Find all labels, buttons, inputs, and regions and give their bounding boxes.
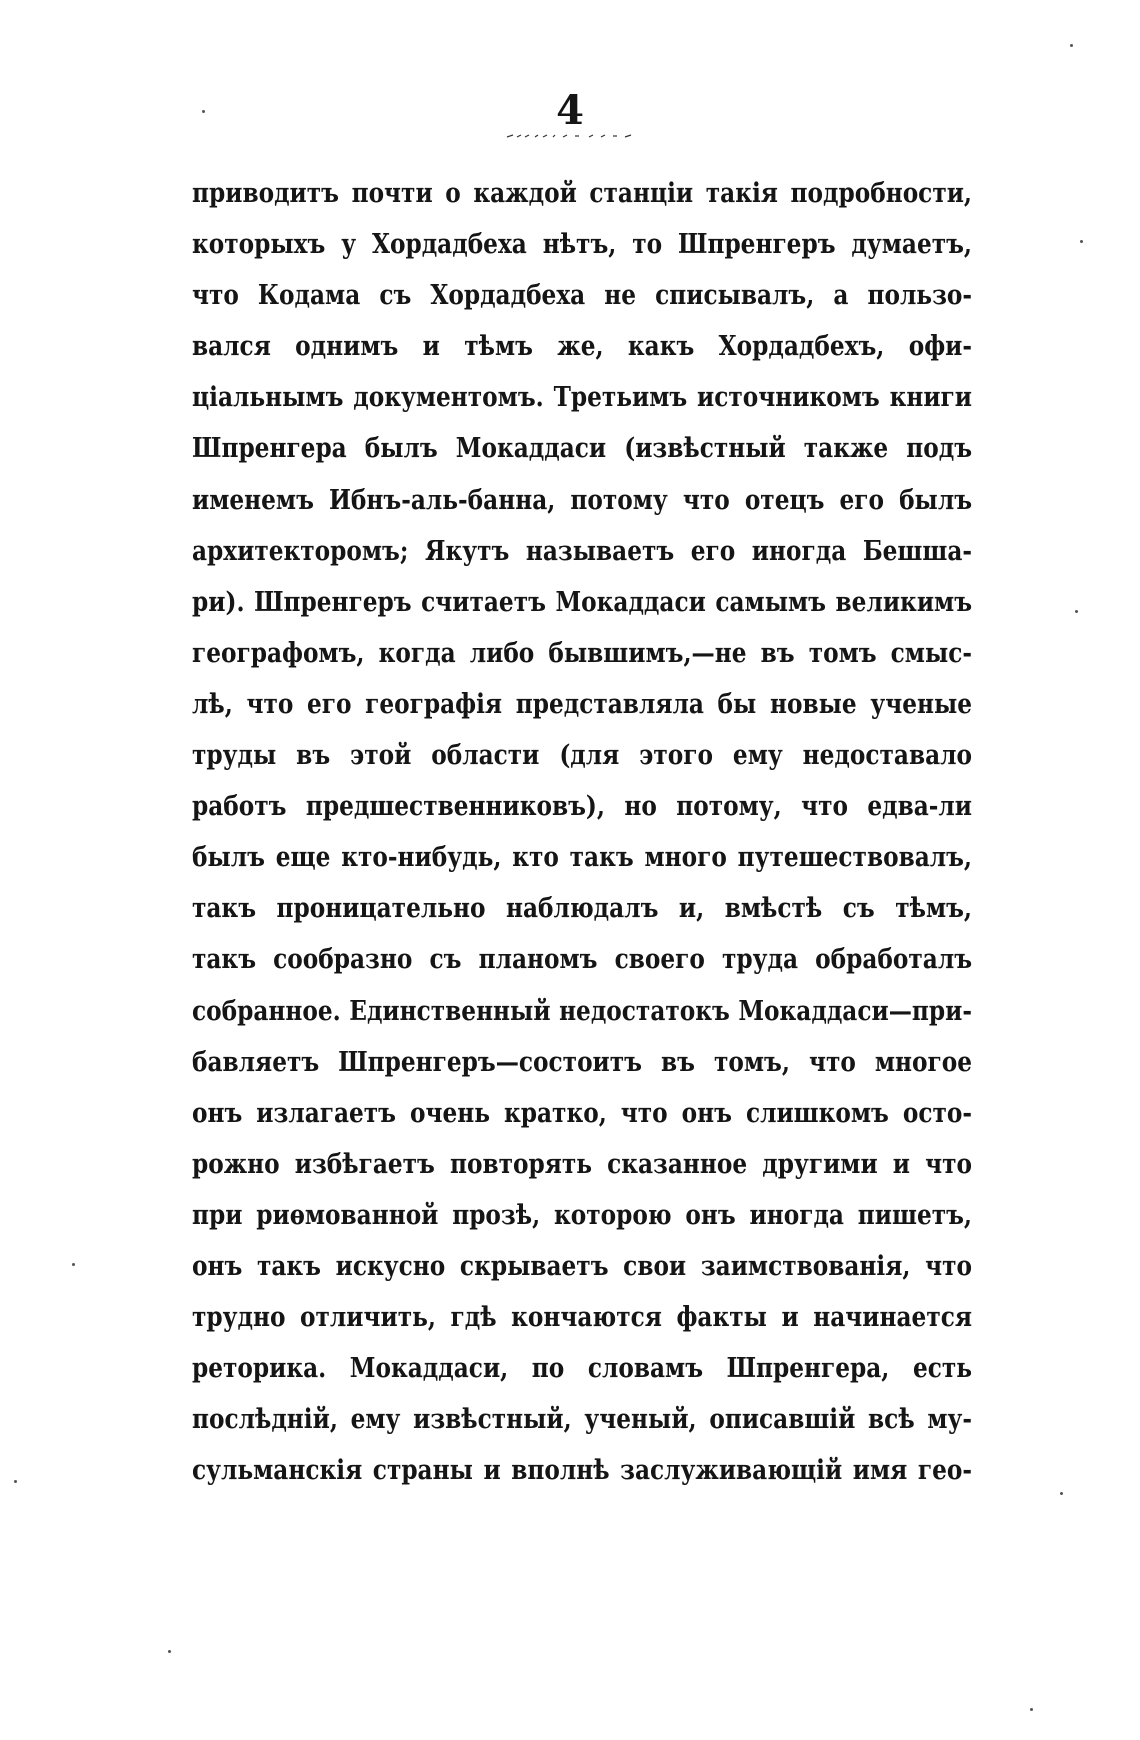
scan-speck <box>1060 1492 1063 1495</box>
page-number: 4 <box>556 87 584 134</box>
text-line: онъ излагаетъ очень кратко, что онъ слишкомъ осто- <box>192 1097 973 1129</box>
text-line: труды въ этой области (для этого ему недоставало <box>192 740 973 772</box>
scan-speck <box>168 1650 171 1653</box>
text-line: такъ сообразно съ планомъ своего труда обработалъ <box>192 944 973 976</box>
scan-speck <box>1030 1708 1033 1711</box>
text-line: бавляетъ Шпренгеръ—состоитъ въ томъ, что многое <box>192 1046 973 1078</box>
text-line: ціальнымъ документомъ. Третьимъ источникомъ книги <box>192 382 973 414</box>
text-line: былъ еще кто-нибудь, кто такъ много путешествовалъ, <box>192 842 973 874</box>
text-line: такъ проницательно наблюдалъ и, вмѣстѣ съ тѣмъ, <box>192 893 973 925</box>
scan-speck <box>72 1263 75 1266</box>
text-line: при риѳмованной прозѣ, которою онъ иногда пишетъ, <box>192 1199 973 1231</box>
header-rule-ornament <box>505 132 645 140</box>
scan-speck <box>202 110 205 113</box>
text-line: лѣ, что его географія представляла бы новые ученые <box>192 688 973 720</box>
text-line: географомъ, когда либо бывшимъ,—не въ томъ смыс- <box>192 637 973 669</box>
text-line: послѣдній, ему извѣстный, ученый, описавшій всѣ му- <box>192 1404 973 1436</box>
scan-speck <box>14 1480 17 1483</box>
text-line: именемъ Ибнъ-аль-банна, потому что отецъ его былъ <box>192 484 973 516</box>
text-line: онъ такъ искусно скрываетъ свои заимствованія, что <box>192 1250 973 1282</box>
text-line: архитекторомъ; Якутъ называетъ его иногда Бешша- <box>192 535 973 567</box>
text-line: ри). Шпренгеръ считаетъ Мокаддаси самымъ великимъ <box>192 586 973 618</box>
text-line: Шпренгера былъ Мокаддаси (извѣстный также подъ <box>192 433 973 465</box>
text-line: рожно избѣгаетъ повторять сказанное другими и что <box>192 1148 973 1180</box>
text-line: реторика. Мокаддаси, по словамъ Шпренгера, есть <box>192 1353 973 1385</box>
scan-speck <box>1080 240 1083 243</box>
text-line: вался однимъ и тѣмъ же, какъ Хордадбехъ, офи- <box>192 331 973 363</box>
text-line: сульманскія страны и вполнѣ заслуживающій имя гео- <box>192 1455 973 1487</box>
body-text <box>192 168 972 1496</box>
scan-speck <box>1075 610 1078 613</box>
scan-speck <box>1070 44 1073 47</box>
text-line: приводитъ почти о каждой станціи такія подробности, <box>192 178 973 209</box>
text-line: трудно отличить, гдѣ кончаются факты и начинается <box>192 1302 973 1334</box>
text-line: работъ предшественниковъ), но потому, что едва-ли <box>192 791 973 823</box>
text-line: которыхъ у Хордадбеха нѣтъ, то Шпренгеръ думаетъ, <box>192 229 973 261</box>
text-line: собранное. Единственный недостатокъ Мокаддаси—при- <box>192 995 973 1027</box>
text-line: что Кодама съ Хордадбеха не списывалъ, а пользо- <box>192 280 973 312</box>
